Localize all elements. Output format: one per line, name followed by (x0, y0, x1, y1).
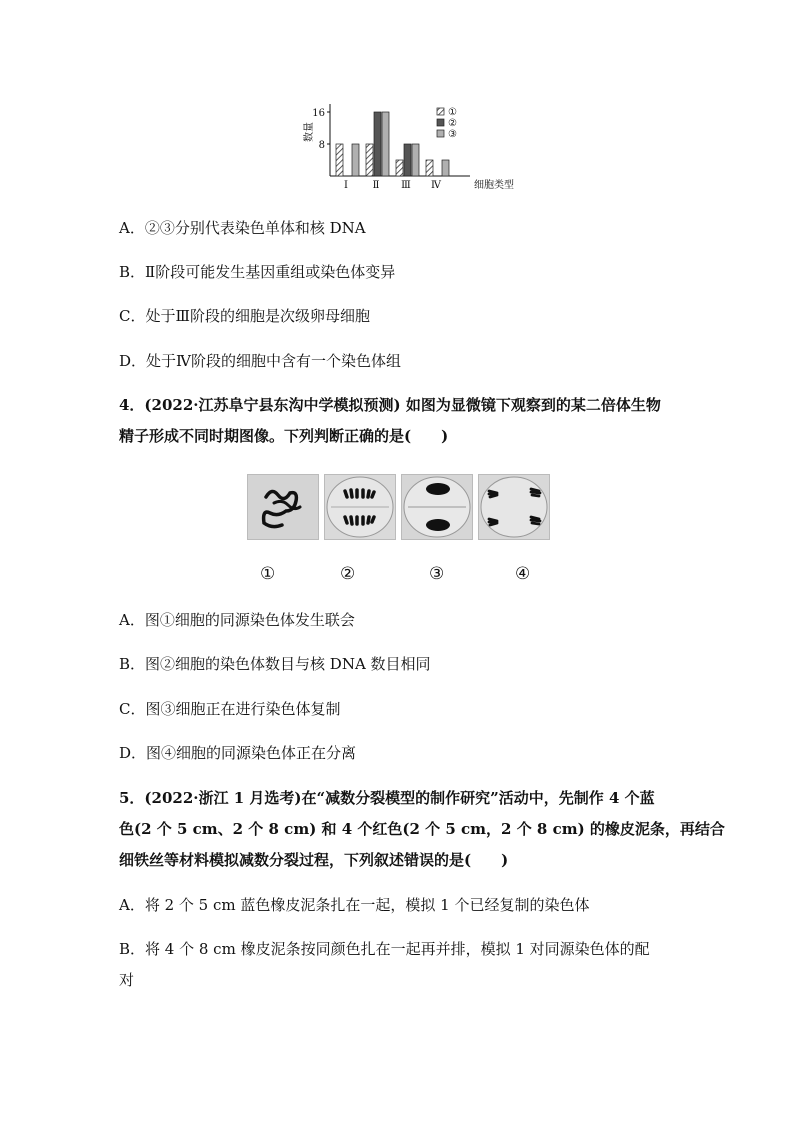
q4-option-b: B．图②细胞的染色体数目与核 DNA 数目相同 (119, 655, 431, 673)
legend-label-3: ③ (448, 129, 457, 140)
q4-option-c: C．图③细胞正在进行染色体复制 (119, 700, 341, 718)
q4-stem-line2: 精子形成不同时期图像。下列判断正确的是( ) (119, 427, 449, 445)
bar-2-2 (374, 112, 381, 176)
q5-stem-line1: 5．(2022·浙江 1 月选考)在“减数分裂模型的制作研究”活动中，先制作 4 个蓝 (119, 789, 655, 807)
bar-1-1 (336, 144, 343, 176)
legend-swatch-1 (437, 108, 444, 115)
bar-1-4 (426, 160, 433, 176)
bar-3-2 (382, 112, 389, 176)
x-axis-label: 细胞类型 (474, 180, 514, 191)
q5-option-b-line2: 对 (119, 971, 135, 989)
q3-option-b: B．Ⅱ阶段可能发生基因重组或染色体变异 (119, 263, 396, 281)
q4-stem-line1: 4．(2022·江苏阜宁县东沟中学模拟预测) 如图为显微镜下观察到的某二倍体生物 (119, 396, 661, 414)
q5-option-a: A．将 2 个 5 cm 蓝色橡皮泥条扎在一起，模拟 1 个已经复制的染色体 (119, 896, 590, 914)
q3-option-a: A．②③分别代表染色单体和核 DNA (119, 219, 366, 237)
legend-swatch-3 (437, 130, 444, 137)
micrograph-label-4: ④ (515, 564, 531, 584)
legend-label-1: ① (448, 107, 457, 118)
bar-3-3 (412, 144, 419, 176)
micrograph-1 (247, 474, 319, 540)
q3-option-d: D．处于Ⅳ阶段的细胞中含有一个染色体组 (119, 352, 402, 370)
q5-stem-line2: 色(2 个 5 cm、2 个 8 cm) 和 4 个红色(2 个 5 cm，2 个 8 cm) 的橡皮泥条，再结合 (119, 820, 725, 838)
micrograph-2 (324, 474, 396, 540)
legend-label-2: ② (448, 118, 457, 129)
micrograph-row (247, 474, 549, 540)
bar-3-1 (352, 144, 359, 176)
bar-1-3 (396, 160, 403, 176)
y-tick-label: 8 (318, 140, 325, 151)
y-tick-label: 16 (312, 108, 325, 119)
micrograph-3 (401, 474, 473, 540)
bar-1-2 (366, 144, 373, 176)
bar-3-4 (442, 160, 449, 176)
micrograph-4 (478, 474, 550, 540)
x-tick-label: Ⅱ (372, 180, 380, 191)
q4-option-d: D．图④细胞的同源染色体正在分离 (119, 744, 357, 762)
q5-option-b-line1: B．将 4 个 8 cm 橡皮泥条按同颜色扎在一起再并排，模拟 1 对同源染色体的配 (119, 940, 650, 958)
bar-chart (300, 100, 514, 195)
x-tick-label: Ⅲ (401, 180, 411, 191)
x-tick-label: Ⅳ (431, 180, 441, 191)
legend-swatch-2 (437, 119, 444, 126)
x-tick-label: Ⅰ (344, 180, 348, 191)
y-axis-label: 数量 (304, 122, 315, 142)
micrograph-label-2: ② (340, 564, 356, 584)
micrograph-label-3: ③ (429, 564, 445, 584)
bar-2-3 (404, 144, 411, 176)
q3-option-c: C．处于Ⅲ阶段的细胞是次级卵母细胞 (119, 307, 370, 325)
micrograph-label-1: ① (260, 564, 276, 584)
q5-stem-line3: 细铁丝等材料模拟减数分裂过程，下列叙述错误的是( ) (119, 851, 509, 869)
q4-option-a: A．图①细胞的同源染色体发生联会 (119, 611, 355, 629)
